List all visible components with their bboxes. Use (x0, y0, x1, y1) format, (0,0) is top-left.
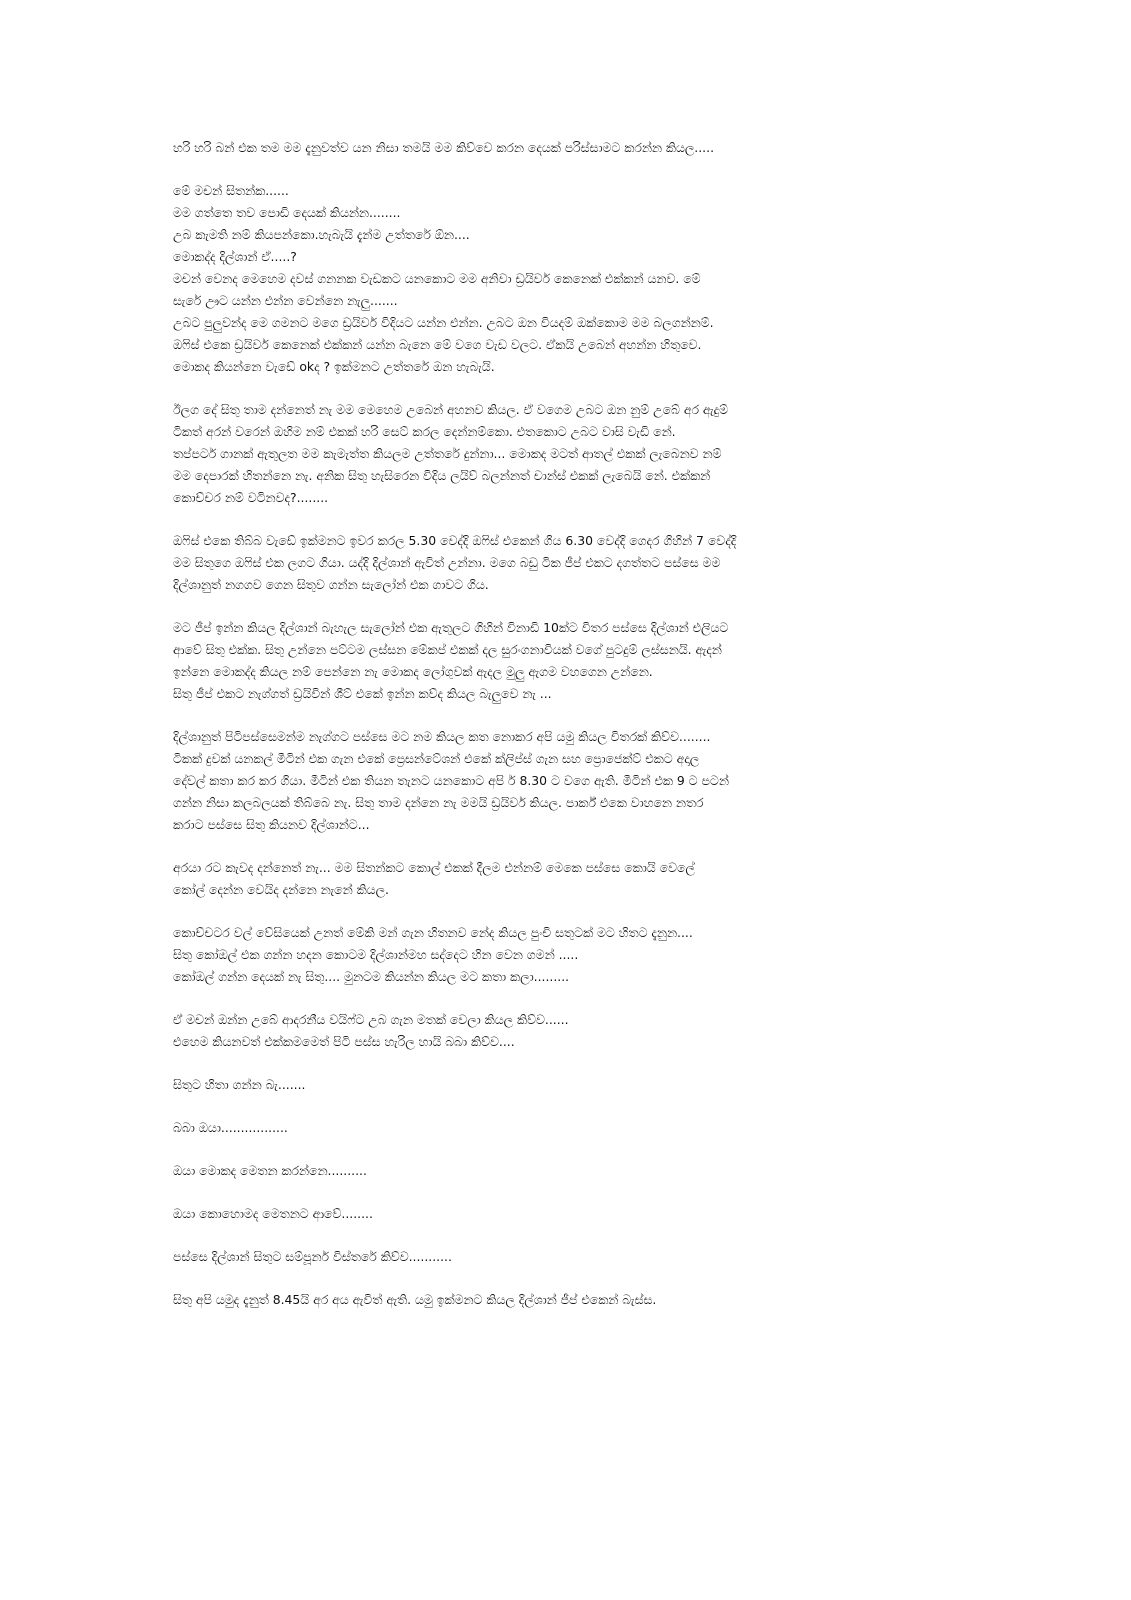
text-line: මට ජීප් ඉන්න කියල දිල්ශාන් බැහැල සැලෝන් එක ඇතුලට ගිහින් විනාඩි 10ක්ට විතර පස්සෙ දිල්ශාන් එලියට (173, 620, 729, 635)
text-line: අරයා රට කැවද දන්නෙත් නැ... මම සිතන්කට කොල් එකක් දීලම එන්නම් මෙකෙ පස්සෙ කොයි වෙලේ (173, 860, 695, 875)
paragraph (173, 1203, 1071, 1225)
text-line: ගන්න නිසා කලබලයක් තිබ්බෙ නැ. සිතු තාම දන්නෙ නැ මමයි ඩ්‍රයිවර් කියල. පාර්ක් එකෙ වාහනෙ නතර (173, 795, 704, 810)
text-line: පස්සෙ දිල්ශාන් සිතුට සම්පූර්න විස්තරේ කිව්ව........... (173, 1249, 452, 1264)
paragraph (173, 617, 1071, 705)
paragraph (173, 1074, 1071, 1096)
paragraph (173, 137, 1071, 159)
text-line: මම සිතුගෙ ඔෆිස් එක ලගට ගියා. යද්දි දිල්ශාන් ඇවිත් උන්නා. මගෙ බඩු ටික ජීප් එකට දගත්තට පස්සෙ මම (173, 555, 721, 570)
text-line: මේ මචන් සිතන්ක...... (173, 183, 289, 198)
text-line: කොච්චටර වල් වේසියෙක් උනත් මේකි මන් ගැන හිතනව නේද කියල පුංචි සතුටක් මට හිතට දැනුන.... (173, 925, 693, 940)
text-line: මචන් වෙනද මෙහෙම දවස් ගනනක වැඩකට යනකොට මම අනිවා ඩ්‍රයිවර් කෙනෙක් එක්කන් යනව. මේ (173, 271, 701, 286)
paragraph (173, 922, 1071, 988)
text-line: සිතුට හිතා ගන්න බැ....... (173, 1077, 306, 1092)
text-line: බබා ඔයා................. (173, 1120, 288, 1135)
text-line: ටිකක් දුවක් යනකල් මීටින් එක ගැන එකේ ප්‍රෙසන්ටේශන් එකේ ක්ලිප්ස් ගැන සහ ප්‍රොජෙක්ට් එකට අදාල (173, 751, 700, 766)
text-line: එහෙම කියනවත් එක්කමමෙත් පිටි පස්ස හැරිල හායි බබා කිව්ව.... (173, 1034, 515, 1049)
text-line: දේවල් කතා කර කර ගියා. මීටින් එක තියන තැනට යනකොට අපි ර් 8.30 ට වගෙ ඇති. මීටින් එක 9 ට පටන් (173, 773, 729, 788)
text-line: සිතු අපි යමුද දැනුත් 8.45යි අර අය ඇවිත් ඇති. යමු ඉක්මනට කියල දිල්ශාන් ජීප් එකෙන් බැස්ස. (173, 1292, 657, 1307)
text-line: කෝල් දෙන්න වෙයිද දන්නෙ නැනේ කියල. (173, 882, 389, 897)
text-line: කෝඔල් ගන්න දෙයක් නැ සිතු.... මුනටම කියන්න කියල මට කතා කලා......... (173, 969, 570, 984)
text-line: සිතු ජීප් එකට නැග්ගත් ඩ්‍රයිවින් ශීට් එකේ ඉන්න කව්ද කියල බැලුවෙ නැ ... (173, 686, 552, 701)
paragraph (173, 857, 1071, 901)
text-line: ඉන්නෙ මොකද්ද කියල නම් පෙන්නෙ නැ මොකද ලෝගුවක් ඇදල මුලු ඇගම වහගෙන උන්නෙ. (173, 664, 653, 679)
text-line: උබ කැමති නම් කියපන්කො.හැබැයි දැන්ම උත්තරේ ඕන.... (173, 227, 470, 242)
paragraph (173, 726, 1071, 836)
text-line: ඔයා මොකද මෙතන කරන්නෙ.......... (173, 1163, 367, 1178)
text-line: කරාට පස්සෙ සිතු කියනව දිල්ශාන්ට... (173, 817, 370, 832)
text-line: ටිකත් අරන් වරෙන් ඔහිම නම් එකක් හරි සෙට් කරල දෙන්නම්කො. එතකොට උබට වාසි වැඩි නේ. (173, 424, 676, 439)
text-line: ඔෆිස් එකෙ ඩ්‍රයිවර් කෙනෙක් එක්කන් යන්න බැනෙ මේ වගෙ වැඩ වලට. ඒකයි උබෙන් අහන්න හිතුවෙ. (173, 337, 702, 352)
paragraph (173, 1289, 1071, 1311)
text-line: දිල්ශානුත් පිටිපස්සෙමන්ම නැග්ගට පස්සෙ මට නම කියල කත නොකර අපි යමු කියල විතරක් කිව්ව........ (173, 729, 711, 744)
text-line: සැරේ ඌට යන්න එන්න වෙන්නෙ නැලු....... (173, 293, 398, 308)
text-line: ආවේ සිතු එක්ක. සිතු උන්නෙ පට්ටම ලස්සන මේකප් එකක් දල සුරංගනාවියක් වගේ පුටදුම් ලස්සනයි. ඇදන් (173, 642, 722, 657)
text-line: මොකද කියන්නෙ වැඩේ okද ? ඉක්මනට උත්තරේ ඔන හැබැයි. (173, 359, 495, 374)
text-line: තප්පටර් ගානක් ඇතුලත මම කැමැත්ත කියලම උත්තරේ දුන්නා... මොකද මටත් ආතල් එකක් ලැබෙනව නම් (173, 446, 722, 461)
paragraph (173, 1160, 1071, 1182)
text-line: මම ගත්තෙ තව පොඩි දෙයක් කියන්න........ (173, 205, 401, 220)
text-line: උබට පුලුවන්ද මෙ ගමනට මගෙ ඩ්‍රයිවර් විදියට යන්න එන්න. උබට ඔන වියදම් ඔක්කොම මම බලගන්නම්. (173, 315, 714, 330)
paragraph (173, 1009, 1071, 1053)
text-line: දිල්ශානුත් නගගව ගෙන සිතුව ගන්න සැලෝන් එක ගාවට ගිය. (173, 577, 489, 592)
text-line: කොච්චර නම් වටිනවද?........ (173, 490, 329, 505)
paragraph (173, 1117, 1071, 1139)
paragraph (173, 530, 1071, 596)
text-line: සිතු කෝඔල් එක ගන්න හදන කොටම දිල්ශාන්මහ සද්දෙට හින වෙන ගමන් ..... (173, 947, 579, 962)
text-line: ඊලග දේ සිතු තාම දන්නෙත් නැ මම මෙහෙම උබෙන් අහනව කියල. ඒ වගෙම උබට ඔන නුම් උබේ අර ඇදුම් (173, 402, 729, 417)
text-line: හරි හරි බන් එක තම මම දැනුවත්ව යන නිසා තමයි මම කිව්වෙ කරන දෙයක් පරිස්සාමට කරන්න කියල..... (173, 140, 715, 155)
text-line: ඔෆිස් එකෙ තිබ්බ වැඩේ ඉක්මනට ඉවර කරල 5.30 වෙද්දි ඔෆිස් එකෙන් ගිය 6.30 වෙද්දි ගෙදර ගිහින් 7 වෙද්දි (173, 533, 737, 548)
text-line: මම දෙපාරක් හිතන්නෙ නැ. අනික සිතු හැසිරෙන විදිය ලයිව් බලන්නත් චාන්ස් එකක් ලැබෙයි නේ. එක්කන් (173, 468, 711, 483)
paragraph (173, 399, 1071, 509)
text-line: ඔයා කොහොමද මෙතනට ආවේ........ (173, 1206, 373, 1221)
paragraph (173, 1246, 1071, 1268)
text-line: මොකද්ද දිල්ශාන් ඒ.....? (173, 249, 297, 264)
paragraph (173, 180, 1071, 378)
text-line: ඒ මචන් ඔන්න උබේ ආදරනීය වයිෆ්ට උබ ගැන මතක් වෙලා කියල කිව්ව...... (173, 1012, 569, 1027)
